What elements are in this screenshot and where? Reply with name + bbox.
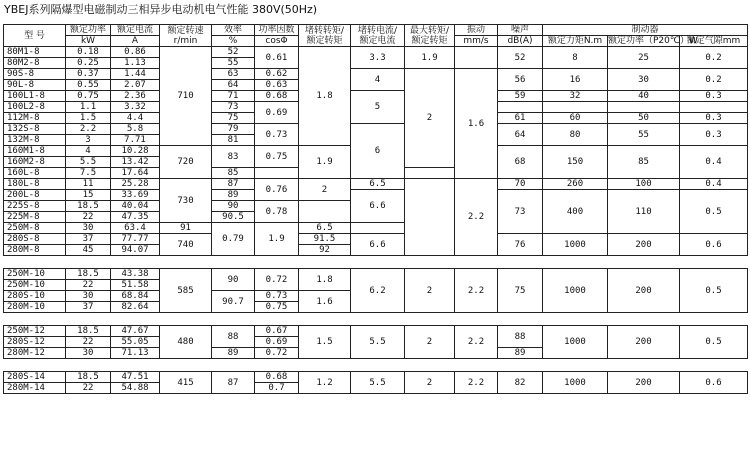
current-cell: 3.32	[111, 102, 160, 113]
tmax-cell: 2	[405, 326, 455, 359]
model-cell: 250M-8	[4, 223, 66, 234]
noise-cell: 70	[498, 179, 543, 190]
eff-cell: 81	[212, 135, 255, 146]
pf-cell: 0.7	[255, 383, 299, 394]
pf-unit: cosΦ	[255, 36, 299, 47]
model-cell: 160M1-8	[4, 146, 66, 157]
tmax-cell-empty	[405, 179, 455, 256]
eff-cell: 91.5	[299, 234, 351, 245]
table-row	[4, 190, 748, 201]
brake-gap-unit: 额定气隙mm	[680, 36, 748, 47]
model-cell: 225S-8	[4, 201, 66, 212]
current-cell: 10.28	[111, 146, 160, 157]
eff-cell: 79	[212, 124, 255, 135]
current-unit: A	[111, 36, 160, 47]
tmax-cell: 2	[405, 269, 455, 313]
power-cell: 0.25	[66, 58, 111, 69]
ist-cell: 6.2	[351, 269, 405, 313]
brake-power-cell: 200	[608, 234, 680, 256]
model-cell: 160M2-8	[4, 157, 66, 168]
brake-power-cell: 200	[608, 269, 680, 313]
tmax-label-2: 额定转矩	[411, 35, 448, 46]
brake-power-cell: 200	[608, 372, 680, 394]
pf-cell: 0.75	[255, 302, 299, 313]
tst-cell: 1.9	[299, 146, 351, 179]
current-cell: 55.05	[111, 337, 160, 348]
current-cell: 17.64	[111, 168, 160, 179]
current-cell: 25.28	[111, 179, 160, 190]
eff-cell: 64	[212, 80, 255, 91]
current-cell: 54.88	[111, 383, 160, 394]
model-cell: 280S-14	[4, 372, 66, 383]
performance-table	[3, 24, 748, 394]
power-cell: 15	[66, 190, 111, 201]
vib-cell: 2.2	[455, 372, 498, 394]
current-cell: 5.8	[111, 124, 160, 135]
eff-cell: 55	[212, 58, 255, 69]
brake-power-cell: 40	[608, 91, 680, 102]
vib-cell: 1.6	[455, 69, 498, 179]
brake-gap-cell-empty	[680, 102, 748, 113]
noise-cell: 64	[498, 124, 543, 146]
tst-cell: 1.9	[255, 223, 299, 256]
model-cell: 90S-8	[4, 69, 66, 80]
ist-cell: 6	[351, 124, 405, 179]
tmax-cell: 1.9	[405, 47, 455, 69]
brake-torque-cell: 1000	[543, 326, 608, 359]
current-cell: 47.35	[111, 212, 160, 223]
power-cell: 22	[66, 337, 111, 348]
eff-cell: 91	[160, 223, 212, 234]
ist-cell: 3.3	[351, 47, 405, 69]
table-row	[4, 179, 748, 190]
power-cell: 22	[66, 212, 111, 223]
brake-gap-cell: 0.2	[680, 47, 748, 69]
noise-cell: 61	[498, 113, 543, 124]
model-cell: 225M-8	[4, 212, 66, 223]
current-cell: 13.42	[111, 157, 160, 168]
noise-cell-empty	[498, 102, 543, 113]
current-cell: 1.44	[111, 69, 160, 80]
vib-cell: 2.2	[455, 326, 498, 359]
model-cell: 132M-8	[4, 135, 66, 146]
power-cell: 37	[66, 234, 111, 245]
brake-torque-cell: 1000	[543, 372, 608, 394]
col-model-header: 型 号	[4, 25, 66, 47]
tst-cell: 2	[299, 179, 351, 201]
noise-cell: 68	[498, 146, 543, 179]
current-cell: 77.77	[111, 234, 160, 245]
col-eff-header: 效率	[212, 25, 255, 36]
col-current-header: 额定电流	[111, 25, 160, 36]
model-cell: 180L-8	[4, 179, 66, 190]
model-cell: 280M-8	[4, 245, 66, 256]
model-cell: 80M2-8	[4, 58, 66, 69]
pf-cell: 0.61	[255, 47, 299, 69]
model-cell: 100L2-8	[4, 102, 66, 113]
pf-cell: 0.73	[255, 124, 299, 146]
group-spacer	[4, 256, 748, 269]
speed-cell: 730	[160, 179, 212, 223]
speed-cell: 585	[160, 269, 212, 313]
brake-torque-cell: 80	[543, 124, 608, 146]
model-cell: 280S-12	[4, 337, 66, 348]
brake-torque-cell: 1000	[543, 269, 608, 313]
brake-power-cell: 110	[608, 190, 680, 234]
tst-label-2: 额定转矩	[306, 35, 343, 46]
ist-cell: 6.6	[351, 234, 405, 256]
model-cell: 280M-10	[4, 302, 66, 313]
page-title: YBEJ系列隔爆型电磁制动三相异步电动机电气性能 380V(50Hz)	[4, 3, 318, 16]
power-cell: 30	[66, 291, 111, 302]
brake-power-cell: 55	[608, 124, 680, 146]
table-row	[4, 47, 748, 58]
header-row	[4, 25, 748, 36]
eff-cell: 83	[212, 146, 255, 168]
model-cell: 200L-8	[4, 190, 66, 201]
current-cell: 0.86	[111, 47, 160, 58]
brake-torque-cell-empty	[543, 102, 608, 113]
group-spacer	[4, 313, 748, 326]
ist-label-2: 额定电流	[359, 35, 396, 46]
power-cell: 18.5	[66, 372, 111, 383]
table-row	[4, 269, 748, 280]
eff-cell: 88	[212, 326, 255, 348]
power-cell: 7.5	[66, 168, 111, 179]
model-cell: 280M-14	[4, 383, 66, 394]
brake-gap-cell: 0.3	[680, 113, 748, 124]
noise-cell: 56	[498, 69, 543, 91]
current-cell: 94.07	[111, 245, 160, 256]
spacer-cell	[4, 359, 748, 372]
model-cell: 280S-10	[4, 291, 66, 302]
power-cell: 45	[66, 245, 111, 256]
pf-cell: 0.73	[255, 291, 299, 302]
current-cell: 82.64	[111, 302, 160, 313]
eff-cell: 87	[212, 372, 255, 394]
table-row	[4, 69, 748, 80]
pf-cell: 0.69	[255, 337, 299, 348]
power-cell: 4	[66, 146, 111, 157]
col-power-header: 额定功率	[66, 25, 111, 36]
spacer-cell	[4, 256, 748, 269]
brake-torque-cell: 1000	[543, 234, 608, 256]
table-row	[4, 234, 748, 245]
brake-power-cell: 30	[608, 69, 680, 91]
model-cell: 100L1-8	[4, 91, 66, 102]
power-cell: 0.75	[66, 91, 111, 102]
table-row	[4, 91, 748, 102]
current-cell: 2.07	[111, 80, 160, 91]
pf-cell: 0.69	[255, 102, 299, 124]
tst-cell: 1.8	[299, 269, 351, 291]
noise-cell: 73	[498, 190, 543, 234]
table-row	[4, 326, 748, 337]
col-pf-header: 功率因数	[255, 25, 299, 36]
brake-gap-cell: 0.3	[680, 124, 748, 146]
brake-torque-cell: 60	[543, 113, 608, 124]
brake-power-cell: 25	[608, 47, 680, 69]
pf-cell: 0.68	[255, 372, 299, 383]
current-cell: 68.84	[111, 291, 160, 302]
power-cell: 1.1	[66, 102, 111, 113]
tmax-cell: 2	[405, 372, 455, 394]
brake-torque-cell: 150	[543, 146, 608, 179]
model-cell: 250M-10	[4, 280, 66, 291]
brake-power-cell: 85	[608, 146, 680, 179]
ist-cell: 6.5	[351, 179, 405, 190]
power-cell: 5.5	[66, 157, 111, 168]
table-row	[4, 124, 748, 135]
brake-power-unit: 额定功率（P20℃）W	[608, 36, 698, 46]
brake-power-cell: 50	[608, 113, 680, 124]
pf-cell: 0.63	[255, 80, 299, 91]
speed-label: 额定转速	[167, 25, 204, 36]
tst-cell-empty	[299, 201, 351, 223]
brake-power-cell: 100	[608, 179, 680, 190]
group-spacer	[4, 359, 748, 372]
brake-torque-unit: 额定力矩N.m	[543, 36, 608, 47]
brake-gap-cell: 0.5	[680, 326, 748, 359]
vib-unit: mm/s	[455, 36, 498, 47]
spacer-cell	[4, 313, 748, 326]
brake-power-cell-empty	[608, 102, 680, 113]
tmax-label-1: 最大转矩/	[409, 25, 450, 36]
current-cell: 40.04	[111, 201, 160, 212]
model-cell: 250M-10	[4, 269, 66, 280]
pf-cell-empty	[255, 168, 299, 179]
power-cell: 22	[66, 383, 111, 394]
brake-torque-cell: 16	[543, 69, 608, 91]
power-cell: 1.5	[66, 113, 111, 124]
eff-cell: 90	[212, 269, 255, 291]
current-cell: 47.67	[111, 326, 160, 337]
eff-cell: 71	[212, 91, 255, 102]
current-cell: 51.58	[111, 280, 160, 291]
ist-cell: 4	[351, 69, 405, 91]
col-speed-header	[160, 25, 212, 47]
current-cell: 1.13	[111, 58, 160, 69]
col-tmax-header	[405, 25, 455, 47]
speed-cell: 415	[160, 372, 212, 394]
model-cell: 280M-12	[4, 348, 66, 359]
pf-cell: 0.67	[255, 326, 299, 337]
model-cell: 250M-12	[4, 326, 66, 337]
noise-cell: 89	[498, 348, 543, 359]
ist-cell: 5.5	[351, 372, 405, 394]
table-row	[4, 372, 748, 383]
eff-cell: 90.5	[212, 212, 255, 223]
eff-cell: 85	[212, 168, 255, 179]
pf-cell: 0.72	[255, 269, 299, 291]
power-cell: 0.18	[66, 47, 111, 58]
brake-power-cell: 200	[608, 326, 680, 359]
eff-cell: 92	[299, 245, 351, 256]
speed-cell: 720	[160, 146, 212, 179]
model-cell: 80M1-8	[4, 47, 66, 58]
power-cell: 0.55	[66, 80, 111, 91]
vib-cell-empty	[455, 47, 498, 69]
current-cell: 33.69	[111, 190, 160, 201]
col-brake-header: 制动器	[543, 25, 748, 36]
vib-cell: 2.2	[455, 179, 498, 256]
current-cell: 7.71	[111, 135, 160, 146]
brake-gap-cell: 0.4	[680, 146, 748, 179]
noise-cell: 82	[498, 372, 543, 394]
tst-cell: 1.2	[299, 372, 351, 394]
current-cell: 47.51	[111, 372, 160, 383]
tst-cell: 1.6	[299, 291, 351, 313]
eff-cell: 87	[212, 179, 255, 190]
brake-gap-cell: 0.6	[680, 372, 748, 394]
eff-cell: 52	[212, 47, 255, 58]
eff-cell: 63	[212, 69, 255, 80]
current-cell: 4.4	[111, 113, 160, 124]
eff-cell: 75	[212, 113, 255, 124]
brake-gap-cell: 0.5	[680, 190, 748, 234]
power-unit: kW	[66, 36, 111, 47]
power-cell: 18.5	[66, 201, 111, 212]
eff-cell: 73	[212, 102, 255, 113]
col-tst-header	[299, 25, 351, 47]
power-cell: 0.37	[66, 69, 111, 80]
speed-cell: 480	[160, 326, 212, 359]
model-cell: 160L-8	[4, 168, 66, 179]
col-ist-header	[351, 25, 405, 47]
power-cell: 2.2	[66, 124, 111, 135]
model-cell: 112M-8	[4, 113, 66, 124]
power-cell: 30	[66, 223, 111, 234]
ist-cell: 6.5	[299, 223, 351, 234]
current-cell: 63.4	[111, 223, 160, 234]
performance-table-wrapper	[3, 24, 747, 394]
noise-cell: 75	[498, 269, 543, 313]
pf-cell: 0.75	[255, 146, 299, 168]
brake-torque-cell: 260	[543, 179, 608, 190]
tst-cell: 1.8	[299, 47, 351, 146]
power-cell: 18.5	[66, 269, 111, 280]
pf-cell: 0.62	[255, 69, 299, 80]
brake-gap-cell: 0.3	[680, 91, 748, 102]
brake-gap-cell: 0.6	[680, 234, 748, 256]
current-cell: 43.38	[111, 269, 160, 280]
col-vib-header: 振动	[455, 25, 498, 36]
pf-cell: 0.76	[255, 179, 299, 201]
speed-cell: 710	[160, 47, 212, 146]
power-cell: 37	[66, 302, 111, 313]
ist-cell: 5.5	[351, 326, 405, 359]
current-cell: 71.13	[111, 348, 160, 359]
tst-label-1: 堵转转矩/	[304, 25, 345, 36]
noise-cell: 88	[498, 326, 543, 348]
brake-gap-cell: 0.2	[680, 69, 748, 91]
current-cell: 2.36	[111, 91, 160, 102]
brake-torque-cell: 400	[543, 190, 608, 234]
tst-cell: 1.5	[299, 326, 351, 359]
eff-unit: %	[212, 36, 255, 47]
eff-cell: 89	[212, 190, 255, 201]
power-cell: 22	[66, 280, 111, 291]
ist-cell: 6.6	[351, 190, 405, 223]
pf-cell: 0.79	[212, 223, 255, 256]
pf-cell: 0.78	[255, 201, 299, 223]
brake-torque-cell: 8	[543, 47, 608, 69]
pf-cell: 0.68	[255, 91, 299, 102]
ist-cell: 5	[351, 91, 405, 124]
brake-gap-cell: 0.5	[680, 269, 748, 313]
power-cell: 11	[66, 179, 111, 190]
model-cell: 90L-8	[4, 80, 66, 91]
noise-unit: dB(A)	[498, 36, 543, 47]
tmax-cell: 2	[405, 69, 455, 168]
eff-cell: 89	[212, 348, 255, 359]
vib-cell: 2.2	[455, 269, 498, 313]
eff-cell: 90	[212, 201, 255, 212]
speed-cell: 740	[160, 234, 212, 256]
model-cell: 132S-8	[4, 124, 66, 135]
col-noise-header: 噪声	[498, 25, 543, 36]
brake-torque-cell: 32	[543, 91, 608, 102]
ist-label-1: 堵转电流/	[357, 25, 398, 36]
pf-cell: 0.72	[255, 348, 299, 359]
noise-cell: 52	[498, 47, 543, 69]
power-cell: 3	[66, 135, 111, 146]
power-cell: 30	[66, 348, 111, 359]
power-cell: 18.5	[66, 326, 111, 337]
eff-cell: 90.7	[212, 291, 255, 313]
noise-cell: 76	[498, 234, 543, 256]
brake-gap-cell: 0.4	[680, 179, 748, 190]
model-cell: 280S-8	[4, 234, 66, 245]
noise-cell: 59	[498, 91, 543, 102]
speed-unit: r/min	[173, 35, 198, 46]
